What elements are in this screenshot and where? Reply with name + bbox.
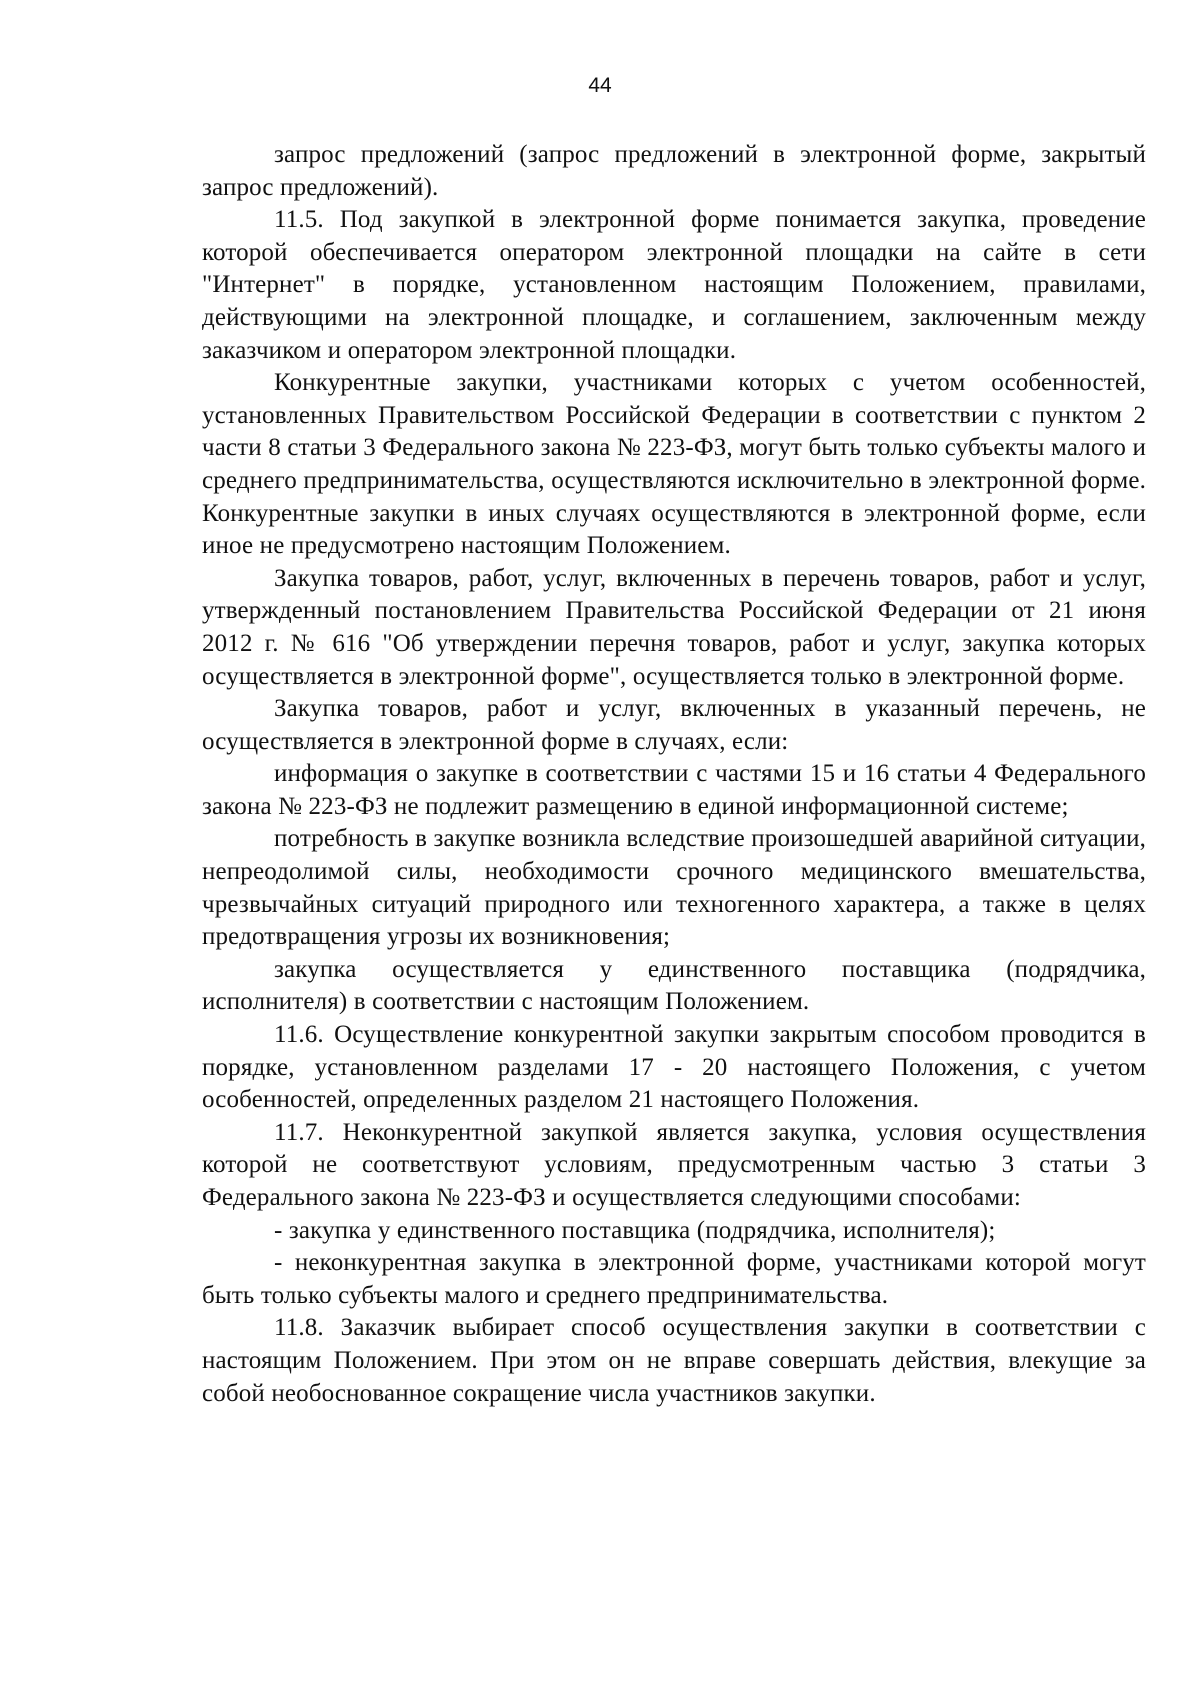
- list-item-single-supplier: - закупка у единственного поставщика (подрядчика, исполнителя);: [274, 1216, 996, 1244]
- page-number: 44: [588, 74, 612, 97]
- paragraph-goods-list-purchase: Закупка товаров, работ, услуг, включенных в перечень товаров, работ и услуг, утвержденный постановлением Правительства Российской Федерации от 21 июня 2012 г. № 616 "Об утверждении перечня товаров, работ и услуг, закупка которых осуществляется в электронной форме", осуществляется только в электронной форме.: [202, 564, 1146, 690]
- paragraph-11-6: 11.6. Осуществление конкурентной закупки закрытым способом проводится в порядке, установленном разделами 17 - 20 настоящего Положения, с учетом особенностей, определенных разделом 21 настоящего Положения.: [202, 1021, 1146, 1114]
- paragraph-11-8: 11.8. Заказчик выбирает способ осуществления закупки в соответствии с настоящим Положением. При этом он не вправе совершать действия, влекущие за собой необоснованное сокращение числа участников закупки.: [202, 1314, 1146, 1407]
- paragraph-exception-information: информация о закупке в соответствии с частями 15 и 16 статьи 4 Федерального закона № 223-ФЗ не подлежит размещению в единой информационной системе;: [202, 760, 1146, 820]
- list-item-non-competitive-electronic: - неконкурентная закупка в электронной форме, участниками которой могут быть только субъекты малого и среднего предпринимательства.: [202, 1249, 1146, 1309]
- paragraph-11-5: 11.5. Под закупкой в электронной форме понимается закупка, проведение которой обеспечивается оператором электронной площадки на сайте в сети "Интернет" в порядке, установленном настоящим Положением, правилами, действующими на электронной площадке, и соглашением, заключенным между заказчиком и оператором электронной площадки.: [202, 206, 1146, 364]
- paragraph-exception-single-supplier: закупка осуществляется у единственного поставщика (подрядчика, исполнителя) в соответствии с настоящим Положением.: [202, 955, 1146, 1016]
- paragraph-competitive-purchases: Конкурентные закупки, участниками которых с учетом особенностей, установленных Правительством Российской Федерации в соответствии с пунктом 2 части 8 статьи 3 Федерального закона № 223-ФЗ, могут быть только субъекты малого и среднего предпринимательства, осуществляются исключительно в электронной форме. Конкурентные закупки в иных случаях осуществляются в электронной форме, если иное не предусмотрено настоящим Положением.: [202, 369, 1146, 560]
- paragraph-exception-emergency: потребность в закупке возникла вследствие произошедшей аварийной ситуации, непреодолимой силы, необходимости срочного медицинского вмешательства, чрезвычайных ситуаций природного или техногенного характера, а также в целях предотвращения угрозы их возникновения;: [202, 825, 1146, 951]
- document-body: [202, 139, 1146, 1410]
- paragraph-11-7: 11.7. Неконкурентной закупкой является закупка, условия осуществления которой не соответствуют условиям, предусмотренным частью 3 статьи 3 Федерального закона № 223-ФЗ и осуществляется следующими способами:: [202, 1118, 1146, 1211]
- paragraph-exceptions-intro: Закупка товаров, работ и услуг, включенных в указанный перечень, не осуществляется в электронной форме в случаях, если:: [202, 695, 1146, 755]
- paragraph-continuation: запрос предложений (запрос предложений в электронной форме, закрытый запрос предложений).: [202, 141, 1146, 201]
